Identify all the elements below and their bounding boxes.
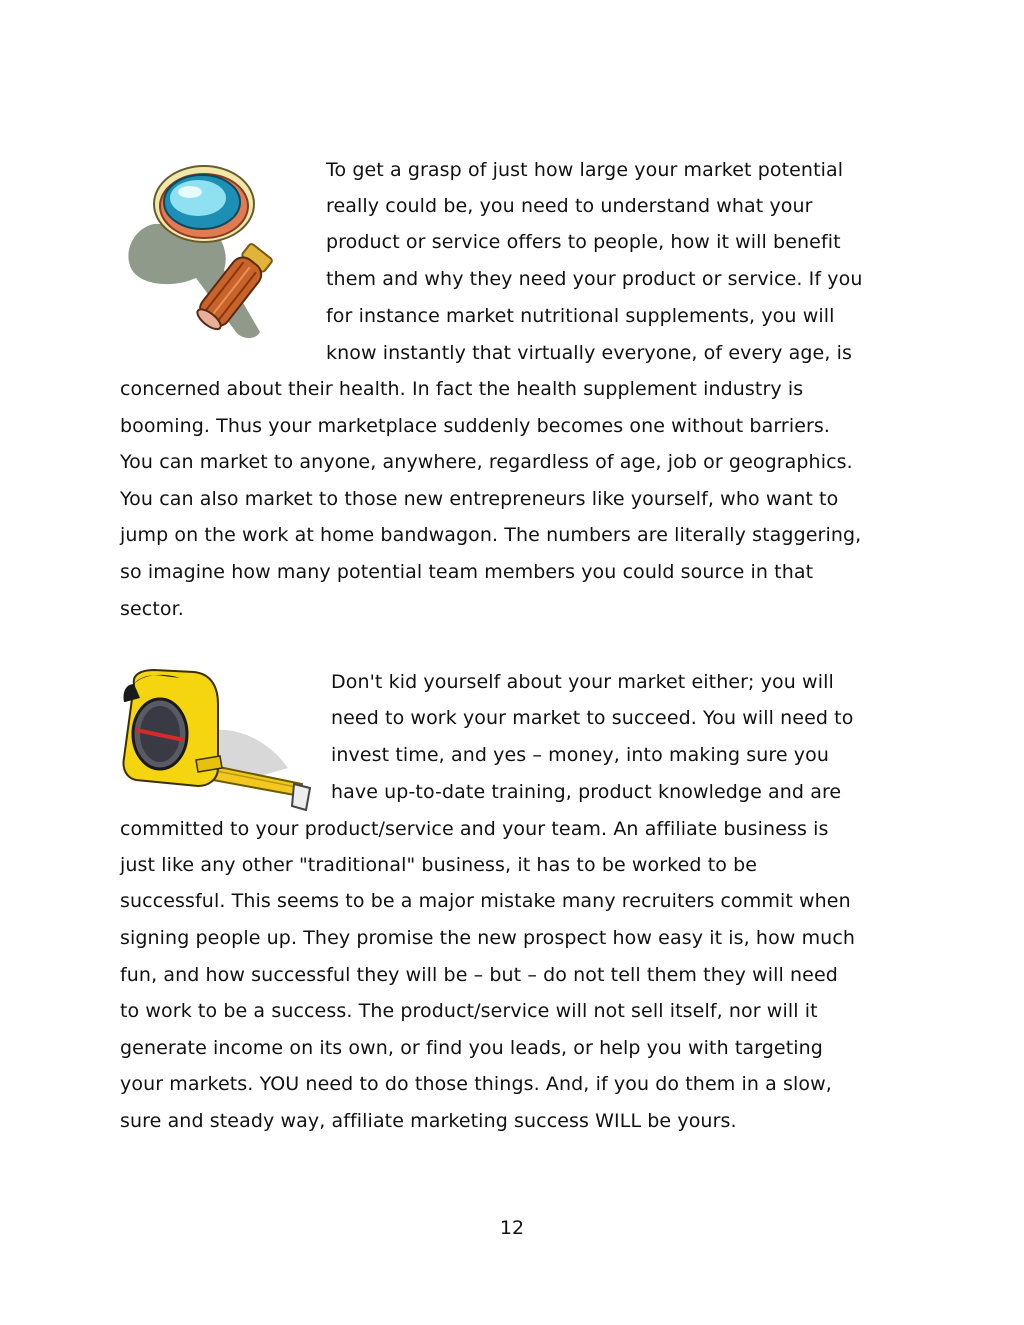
paragraph-1-line: know instantly that virtually everyone, of every age, is bbox=[326, 342, 852, 364]
paragraph-1-line: really could be, you need to understand what your bbox=[326, 195, 813, 217]
paragraph-1-line: sector. bbox=[120, 598, 184, 620]
paragraph-2-line: fun, and how successful they will be – but – do not tell them they will need bbox=[120, 964, 838, 986]
paragraph-2-line: sure and steady way, affiliate marketing success WILL be yours. bbox=[120, 1110, 737, 1132]
paragraph-1-line: product or service offers to people, how it will benefit bbox=[326, 231, 841, 253]
paragraph-2-line: invest time, and yes – money, into making sure you bbox=[331, 744, 830, 766]
tape-measure-icon bbox=[120, 668, 320, 814]
paragraph-1-line: jump on the work at home bandwagon. The numbers are literally staggering, bbox=[120, 524, 862, 546]
magnifying-glass-icon bbox=[124, 162, 314, 344]
paragraph-2-line: your markets. YOU need to do those things. And, if you do them in a slow, bbox=[120, 1073, 832, 1095]
paragraph-1-line: for instance market nutritional supplements, you will bbox=[326, 305, 835, 327]
paragraph-2-line: to work to be a success. The product/service will not sell itself, nor will it bbox=[120, 1000, 818, 1022]
paragraph-1-line: You can also market to those new entrepreneurs like yourself, who want to bbox=[120, 488, 839, 510]
paragraph-2-line: need to work your market to succeed. You will need to bbox=[331, 707, 854, 729]
paragraph-2-line: just like any other "traditional" business, it has to be worked to be bbox=[120, 854, 758, 876]
paragraph-1-line: To get a grasp of just how large your market potential bbox=[326, 159, 844, 181]
paragraph-2-line: have up-to-date training, product knowledge and are bbox=[331, 781, 842, 803]
paragraph-1-line: so imagine how many potential team members you could source in that bbox=[120, 561, 814, 583]
paragraph-2-line: signing people up. They promise the new prospect how easy it is, how much bbox=[120, 927, 856, 949]
paragraph-1-line: booming. Thus your marketplace suddenly becomes one without barriers. bbox=[120, 415, 831, 437]
paragraph-2-line: generate income on its own, or find you leads, or help you with targeting bbox=[120, 1037, 823, 1059]
paragraph-2-line: successful. This seems to be a major mistake many recruiters commit when bbox=[120, 890, 851, 912]
paragraph-2-line: committed to your product/service and your team. An affiliate business is bbox=[120, 818, 829, 840]
paragraph-2-line: Don't kid yourself about your market either; you will bbox=[331, 671, 834, 693]
paragraph-1-line: You can market to anyone, anywhere, regardless of age, job or geographics. bbox=[120, 451, 853, 473]
paragraph-1-line: them and why they need your product or service. If you bbox=[326, 268, 863, 290]
page-number: 12 bbox=[499, 1217, 525, 1239]
paragraph-1-line: concerned about their health. In fact the health supplement industry is bbox=[120, 378, 804, 400]
